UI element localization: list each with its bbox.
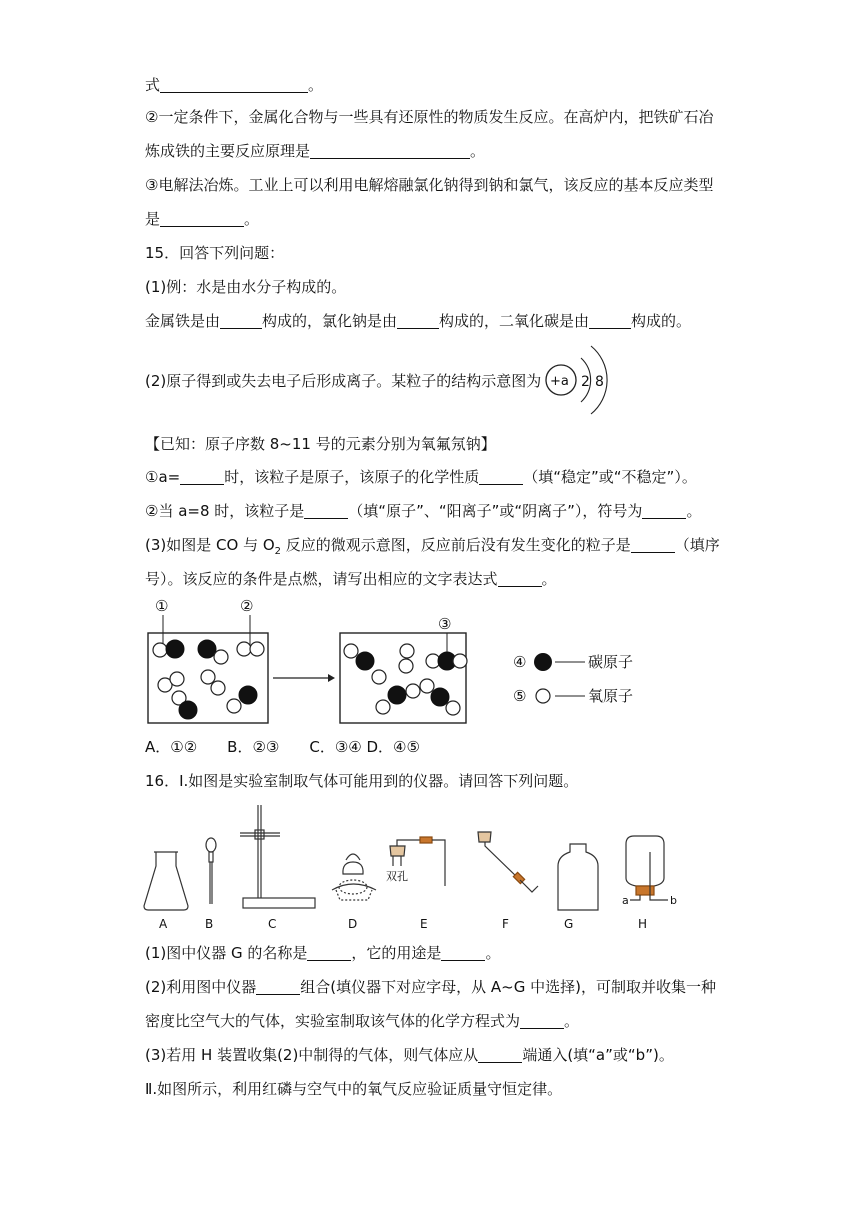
text-line: (1)图中仪器 G 的名称是 ，它的用途是 。 xyxy=(145,944,501,962)
text-line: ①a= 时，该粒子是原子，该原子的化学性质 （填“稳定”或“不稳定”）。 xyxy=(145,468,697,486)
apparatus-diagram xyxy=(140,800,700,935)
apparatus-d-lamp-on-gauze xyxy=(332,854,376,900)
apparatus-c-iron-stand xyxy=(240,805,315,908)
apparatus-b-dropper xyxy=(206,838,216,904)
text-line: (3)若用 H 装置收集(2)中制得的气体，则气体应从 端通入(填“a”或“b”)。 xyxy=(145,1046,674,1064)
text-line: (2)原子得到或失去电子后形成离子。某粒子的结构示意图为 xyxy=(145,372,542,390)
nucleus-label: +a xyxy=(550,374,569,389)
text-line: 号）。该反应的条件是点燃，请写出相应的文字表达式 。 xyxy=(145,570,557,588)
shell-1-electrons: 2 xyxy=(581,374,590,390)
apparatus-g-gas-bottle xyxy=(558,844,598,910)
text-line: ②当 a=8 时，该粒子是 （填“原子”、“阳离子”或“阴离子”），符号为 。 xyxy=(145,502,702,520)
marker-2: ② xyxy=(240,597,254,615)
apparatus-label-b: B xyxy=(205,917,214,931)
text-line: (3)如图是 CO 与 $O_2$ 反应的微观示意图，反应前后没有发生变化的粒子是 （填序 xyxy=(145,536,720,557)
legend-oxygen-label: 氧原子 xyxy=(588,687,634,705)
apparatus-label-f: F xyxy=(502,917,509,931)
text-line: (2)利用图中仪器 组合(填仪器下对应字母，从 A~G 中选择)，可制取并收集一种 xyxy=(145,978,716,996)
known-info: 【已知：原子序数 8~11 号的元素分别为氧氟氖钠】 xyxy=(145,435,496,453)
apparatus-h-inverted-bottle xyxy=(626,836,668,900)
apparatus-label-a: A xyxy=(159,917,168,931)
text-line: 金属铁是由 构成的，氯化钠是由 构成的，二氧化碳是由 构成的。 xyxy=(145,312,692,330)
apparatus-label-d: D xyxy=(348,917,358,931)
apparatus-label-e: E xyxy=(420,917,428,931)
text-line: 密度比空气大的气体，实验室制取该气体的化学方程式为 。 xyxy=(145,1012,580,1030)
text-line: ②一定条件下，金属化合物与一些具有还原性的物质发生反应。在高炉内，把铁矿石冶 xyxy=(145,108,714,126)
legend-carbon-label: 碳原子 xyxy=(588,653,634,671)
apparatus-a-conical-flask xyxy=(144,852,188,910)
atom-structure-diagram xyxy=(541,340,621,420)
answer-options: A．①② B．②③ C．③④ D．④⑤ xyxy=(145,738,420,756)
question-16-title: 16．Ⅰ.如图是实验室制取气体可能用到的仪器。请回答下列问题。 xyxy=(145,772,579,790)
part-2-intro: Ⅱ.如图所示，利用红磷与空气中的氧气反应验证质量守恒定律。 xyxy=(145,1080,563,1098)
legend-carbon-icon xyxy=(534,653,552,671)
apparatus-h-port-a: a xyxy=(622,894,629,907)
shell-2-electrons: 8 xyxy=(595,374,604,390)
apparatus-label-g: G xyxy=(564,917,574,931)
text-line: 式 。 xyxy=(145,76,324,94)
marker-3: ③ xyxy=(438,615,452,633)
apparatus-label-h: H xyxy=(638,917,648,931)
text-line: (1)例：水是由水分子构成的。 xyxy=(145,278,347,296)
legend-carbon-number: ④ xyxy=(513,653,527,671)
micro-reaction-diagram xyxy=(145,595,665,730)
apparatus-e-note: 双孔 xyxy=(386,870,408,883)
apparatus-f-bent-tube xyxy=(478,832,538,892)
marker-1: ① xyxy=(155,597,169,615)
legend-oxygen-number: ⑤ xyxy=(513,687,527,705)
text-line: 炼成铁的主要反应原理是 。 xyxy=(145,142,486,160)
text-line: 是 。 xyxy=(145,210,260,228)
legend-oxygen-icon xyxy=(536,689,550,703)
question-15-title: 15．回答下列问题： xyxy=(145,244,285,262)
apparatus-h-port-b: b xyxy=(670,894,677,907)
text-line: ③电解法冶炼。工业上可以利用电解熔融氯化钠得到钠和氯气，该反应的基本反应类型 xyxy=(145,176,714,194)
apparatus-label-c: C xyxy=(268,917,277,931)
